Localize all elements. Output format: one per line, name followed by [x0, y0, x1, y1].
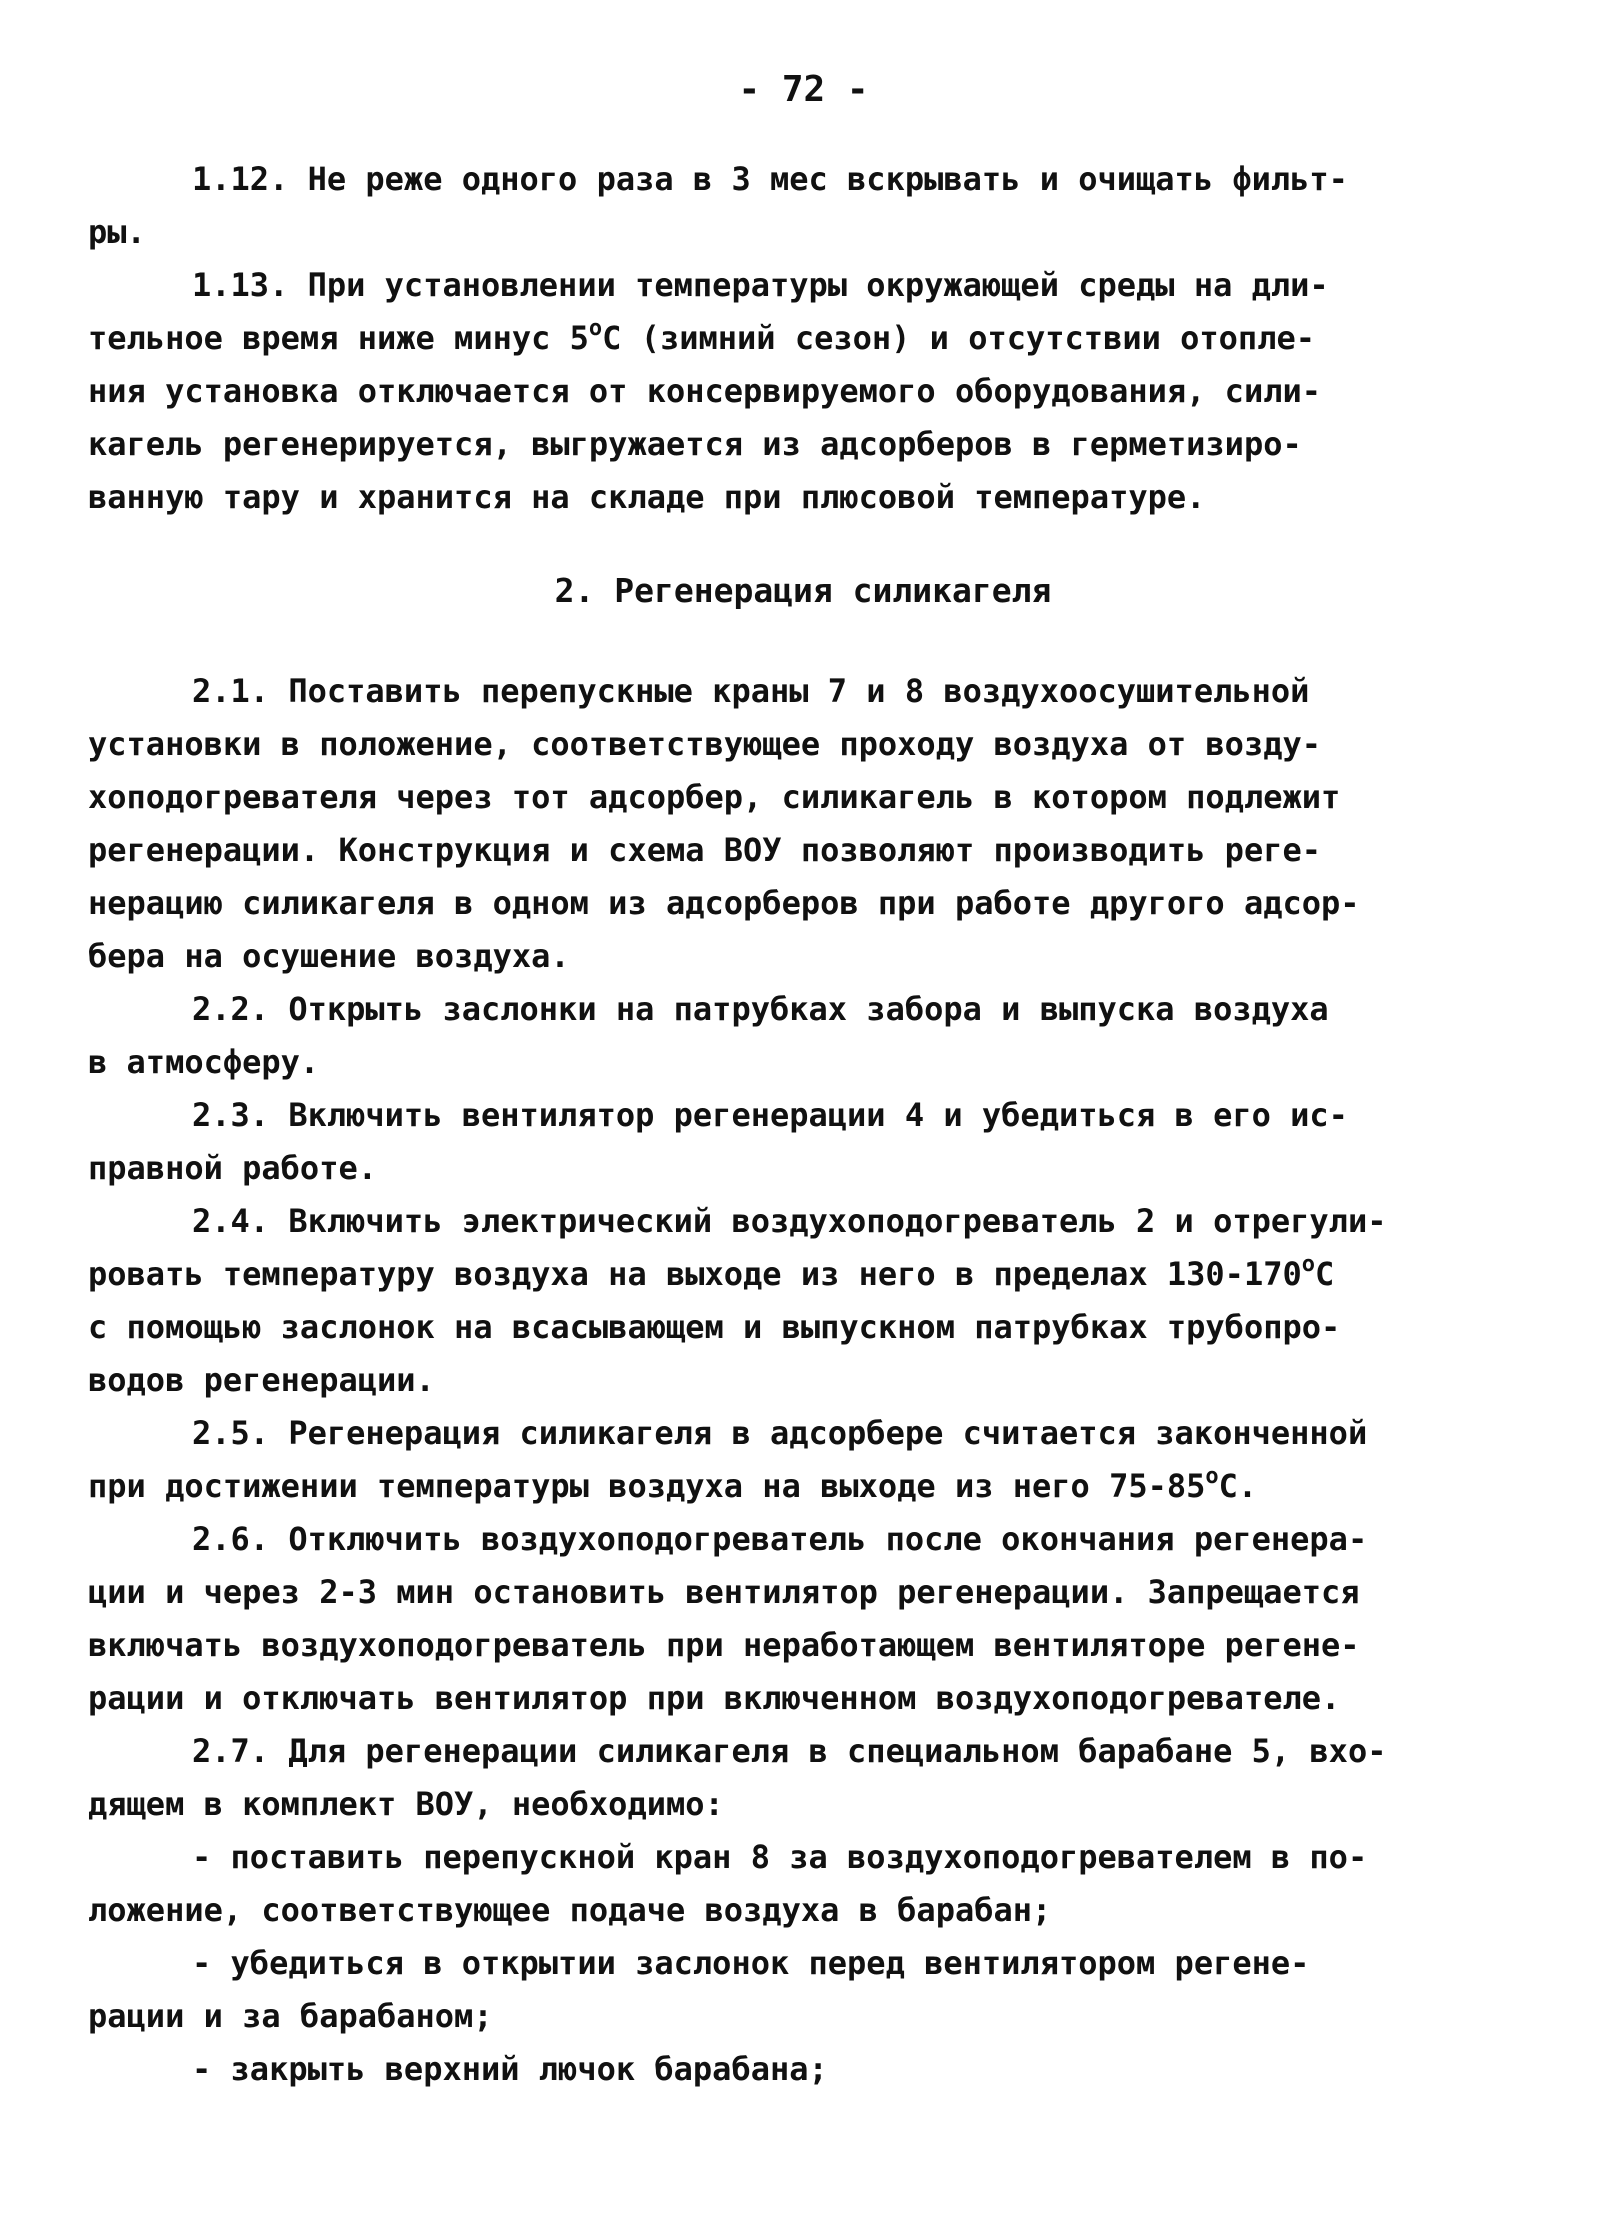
text-line: 2.7. Для регенерации силикагеля в специальном барабане 5, вхо- — [192, 1732, 1387, 1770]
text-line: ции и через 2-3 мин остановить вентилятор регенерации. Запрещается — [88, 1573, 1360, 1611]
text-line: 1.12. Не реже одного раза в 3 мес вскрывать и очищать фильт- — [192, 160, 1348, 198]
text-line: - поставить перепускной кран 8 за воздухоподогревателем в по- — [192, 1838, 1368, 1876]
text-line: установки в положение, соответствующее проходу воздуха от возду- — [88, 725, 1321, 763]
paragraph — [88, 153, 1518, 259]
section-heading: 2. Регенерация силикагеля — [554, 571, 1052, 610]
paragraph — [88, 259, 1518, 524]
degree-sign: o — [1205, 1464, 1219, 1489]
text-line: в атмосферу. — [88, 1043, 320, 1081]
text-line: 1.13. При установлении температуры окружающей среды на дли- — [192, 266, 1329, 304]
text-line: 2.1. Поставить перепускные краны 7 и 8 воздухоосушительной — [192, 672, 1310, 710]
paragraph — [88, 1725, 1518, 1831]
text-line: - закрыть верхний лючок барабана; — [192, 2050, 828, 2088]
text-line: водов регенерации. — [88, 1361, 435, 1399]
text-line: ложение, соответствующее подаче воздуха в барабан; — [88, 1891, 1052, 1929]
text-line: включать воздухоподогреватель при неработающем вентиляторе регене- — [88, 1626, 1360, 1664]
paragraph — [88, 1937, 1518, 2043]
text-line: рации и отключать вентилятор при включенном воздухоподогревателе. — [88, 1679, 1341, 1717]
degree-sign: o — [1301, 1252, 1315, 1277]
text-line: ванную тару и хранится на складе при плюсовой температуре. — [88, 478, 1206, 516]
paragraph — [88, 983, 1518, 1089]
document-body — [88, 153, 1518, 2096]
text-line: правной работе. — [88, 1149, 377, 1187]
text-line: рации и за барабаном; — [88, 1997, 493, 2035]
text-line: дящем в комплект ВОУ, необходимо: — [88, 1785, 724, 1823]
paragraph — [88, 665, 1518, 983]
paragraph — [88, 1831, 1518, 1937]
text-line: ровать температуру воздуха на выходе из него в пределах 130-170$^o$С — [88, 1252, 1335, 1293]
paragraph — [88, 1513, 1518, 1725]
text-line: регенерации. Конструкция и схема ВОУ позволяют производить реге- — [88, 831, 1321, 869]
text-line: нерацию силикагеля в одном из адсорберов при работе другого адсор- — [88, 884, 1360, 922]
page-number: - 72 - — [738, 69, 869, 110]
text-line: бера на осушение воздуха. — [88, 937, 570, 975]
degree-sign: o — [588, 316, 603, 341]
text-line: 2.5. Регенерация силикагеля в адсорбере считается законченной — [192, 1414, 1368, 1452]
paragraph — [88, 1407, 1518, 1513]
text-line: с помощью заслонок на всасывающем и выпускном патрубках трубопро- — [88, 1308, 1341, 1346]
text-line: 2.2. Открыть заслонки на патрубках забора и выпуска воздуха — [192, 990, 1329, 1028]
text-line: тельное время ниже минус 5$^o$С (зимний сезон) и отсутствии отопле- — [88, 316, 1315, 357]
paragraph — [88, 1195, 1518, 1407]
text-line: 2.4. Включить электрический воздухоподогреватель 2 и отрегули- — [192, 1202, 1387, 1240]
text-line: 2.6. Отключить воздухоподогреватель после окончания регенера- — [192, 1520, 1368, 1558]
text-line: хоподогревателя через тот адсорбер, силикагель в котором подлежит — [88, 778, 1341, 816]
paragraph — [88, 2043, 1518, 2096]
text-line: ры. — [88, 213, 146, 251]
text-line: - убедиться в открытии заслонок перед вентилятором регене- — [192, 1944, 1310, 1982]
paragraph — [88, 1089, 1518, 1195]
text-line: 2.3. Включить вентилятор регенерации 4 и убедиться в его ис- — [192, 1096, 1348, 1134]
text-line: ния установка отключается от консервируемого оборудования, сили- — [88, 372, 1321, 410]
text-line: кагель регенерируется, выгружается из адсорберов в герметизиро- — [88, 425, 1302, 463]
text-line: при достижении температуры воздуха на выходе из него 75-85$^o$С. — [88, 1464, 1258, 1505]
